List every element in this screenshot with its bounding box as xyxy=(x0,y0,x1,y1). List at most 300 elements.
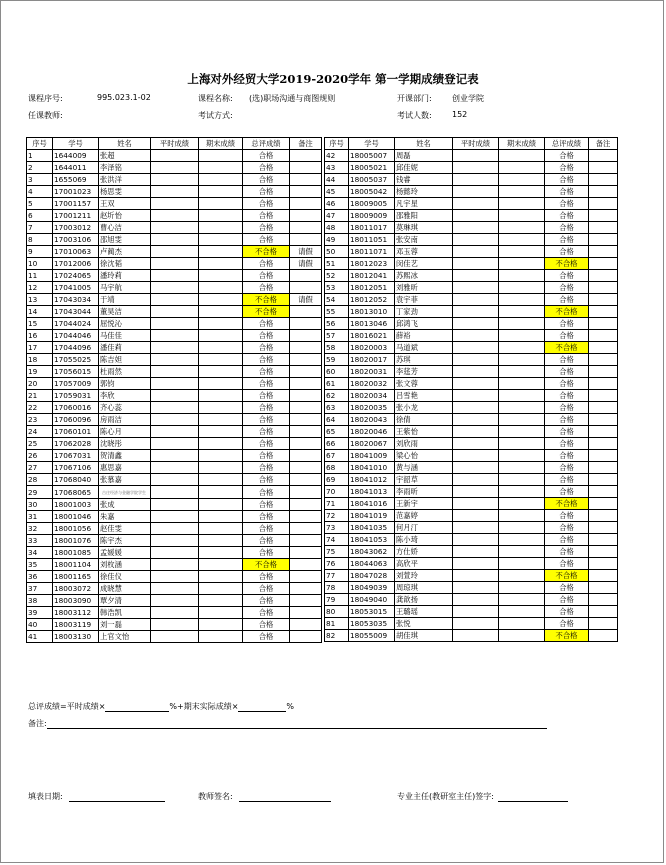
cell-final-score xyxy=(199,198,243,210)
cell-final-score xyxy=(199,318,243,330)
cell-name-text: 刘萱玲 xyxy=(396,571,418,580)
cell-student-id xyxy=(349,450,395,462)
cell-total-grade xyxy=(545,306,589,318)
cell-total-grade xyxy=(545,222,589,234)
cell-total-grade-text: 不合格 xyxy=(555,499,578,508)
cell-total-grade-text: 合格 xyxy=(258,199,274,208)
cell-seq-text: 61 xyxy=(326,379,336,388)
cell-seq-text: 81 xyxy=(326,619,336,628)
cell-seq-text: 58 xyxy=(326,343,336,352)
cell-name-text: 王新宇 xyxy=(396,499,418,508)
cell-final-score xyxy=(499,366,545,378)
cell-seq-text: 46 xyxy=(326,199,336,208)
cell-total-grade xyxy=(545,378,589,390)
cell-student-id xyxy=(53,438,99,450)
cell-total-grade-text: 合格 xyxy=(559,367,574,376)
cell-name xyxy=(99,150,151,162)
table-row xyxy=(27,438,322,450)
cell-name-text: 屈悦沁 xyxy=(100,319,122,328)
cell-final-score xyxy=(499,354,545,366)
cell-student-id-text: 18011017 xyxy=(350,223,388,232)
cell-name-text: 房雨洁 xyxy=(100,415,122,424)
cell-usual-score xyxy=(453,210,499,222)
cell-total-grade xyxy=(243,595,290,607)
table-row xyxy=(27,535,322,547)
cell-final-score xyxy=(499,570,545,582)
cell-final-score xyxy=(199,342,243,354)
cell-total-grade-text: 合格 xyxy=(258,163,274,172)
cell-final-score xyxy=(499,426,545,438)
cell-student-id-text: 18005037 xyxy=(350,175,388,184)
cell-seq-text: 17 xyxy=(28,343,38,352)
formula-line xyxy=(28,701,294,712)
cell-remark xyxy=(589,498,618,510)
cell-name xyxy=(395,150,453,162)
cell-seq xyxy=(325,462,349,474)
cell-remark xyxy=(290,559,322,571)
cell-final-score xyxy=(499,378,545,390)
cell-remark xyxy=(290,426,322,438)
cell-seq-text: 41 xyxy=(28,632,38,641)
cell-total-grade xyxy=(243,150,290,162)
teacher-sign-blank[interactable] xyxy=(239,792,331,802)
cell-student-id-text: 17057009 xyxy=(54,379,92,388)
cell-seq xyxy=(27,330,53,342)
cell-total-grade-text: 合格 xyxy=(258,463,274,472)
cell-seq-text: 54 xyxy=(326,295,336,304)
cell-name-text: 范嘉婷 xyxy=(396,511,418,520)
cell-total-grade xyxy=(545,234,589,246)
cell-student-id-text: 18053015 xyxy=(350,607,388,616)
cell-total-grade-text: 合格 xyxy=(258,451,274,460)
table-row xyxy=(325,198,618,210)
cell-student-id-text: 18020003 xyxy=(350,343,388,352)
cell-seq xyxy=(325,306,349,318)
cell-total-grade-text: 合格 xyxy=(258,487,274,497)
cell-total-grade-text: 合格 xyxy=(258,524,274,533)
cell-student-id xyxy=(349,282,395,294)
cell-seq xyxy=(325,486,349,498)
cell-name-text: 宇韶草 xyxy=(396,475,418,484)
cell-seq-text: 6 xyxy=(28,211,33,220)
header-name: 姓名 xyxy=(395,138,453,150)
cell-name xyxy=(99,258,151,270)
cell-seq-text: 70 xyxy=(326,487,336,496)
table-row xyxy=(325,378,618,390)
cell-seq-text: 31 xyxy=(28,512,38,521)
cell-total-grade-text: 合格 xyxy=(559,559,574,568)
cell-seq xyxy=(325,150,349,162)
cell-final-score xyxy=(499,462,545,474)
cell-total-grade xyxy=(243,222,290,234)
cell-student-id-text: 17012006 xyxy=(54,259,92,268)
cell-seq-text: 5 xyxy=(28,199,33,208)
cell-student-id-text: 17024065 xyxy=(54,271,92,280)
cell-student-id xyxy=(53,595,99,607)
cell-remark xyxy=(589,210,618,222)
cell-seq-text: 1 xyxy=(28,151,33,160)
cell-remark xyxy=(589,258,618,270)
cell-name xyxy=(395,462,453,474)
cell-student-id xyxy=(53,330,99,342)
cell-usual-score xyxy=(453,330,499,342)
cell-total-grade-text: 合格 xyxy=(258,223,274,232)
cell-final-score xyxy=(199,499,243,511)
cell-name xyxy=(395,414,453,426)
cell-remark xyxy=(290,619,322,631)
cell-seq-text: 29 xyxy=(28,487,38,497)
cell-remark xyxy=(589,450,618,462)
cell-final-score xyxy=(499,282,545,294)
cell-remark xyxy=(290,366,322,378)
cell-total-grade-text: 合格 xyxy=(258,475,274,484)
cell-remark xyxy=(290,402,322,414)
cell-total-grade-text: 不合格 xyxy=(255,295,277,304)
cell-seq-text: 64 xyxy=(326,415,336,424)
cell-student-id-text: 18020031 xyxy=(350,367,388,376)
cell-student-id xyxy=(53,174,99,186)
cell-name xyxy=(99,198,151,210)
cell-final-score xyxy=(499,414,545,426)
cell-seq xyxy=(27,474,53,486)
cell-seq-text: 11 xyxy=(28,271,38,280)
cell-seq-text: 47 xyxy=(326,211,336,220)
cell-total-grade-text: 合格 xyxy=(258,548,274,557)
cell-usual-score xyxy=(453,162,499,174)
table-row xyxy=(325,234,618,246)
cell-student-id-text: 18005007 xyxy=(350,151,388,160)
cell-name-text: 陈吉妲 xyxy=(100,355,122,364)
cell-seq xyxy=(27,198,53,210)
cell-total-grade xyxy=(545,606,589,618)
director-sign-label: 专业主任(教研室主任)签字: xyxy=(397,792,494,801)
cell-seq xyxy=(325,414,349,426)
cell-student-id-text: 17044024 xyxy=(54,319,92,328)
cell-seq-text: 69 xyxy=(326,475,336,484)
cell-remark xyxy=(589,570,618,582)
cell-seq-text: 56 xyxy=(326,319,336,328)
cell-seq xyxy=(27,342,53,354)
cell-seq xyxy=(27,378,53,390)
cell-total-grade xyxy=(243,523,290,535)
cell-seq-text: 79 xyxy=(326,595,336,604)
cell-total-grade xyxy=(243,535,290,547)
cell-seq xyxy=(27,150,53,162)
cell-name-text: 刘雅昕 xyxy=(396,283,418,292)
remark-blank[interactable] xyxy=(47,719,547,729)
cell-remark xyxy=(290,486,322,499)
cell-student-id-text: 17059031 xyxy=(54,391,92,400)
cell-student-id xyxy=(349,570,395,582)
cell-name xyxy=(99,246,151,258)
cell-seq-text: 60 xyxy=(326,367,336,376)
cell-student-id xyxy=(53,270,99,282)
cell-total-grade-text: 合格 xyxy=(258,331,274,340)
cell-name xyxy=(395,210,453,222)
cell-total-grade-text: 合格 xyxy=(559,523,574,532)
fill-date-blank[interactable] xyxy=(69,792,165,802)
cell-usual-score xyxy=(453,546,499,558)
cell-student-id-text: 1644011 xyxy=(54,163,87,172)
usual-percent-blank[interactable] xyxy=(105,702,169,712)
table-row xyxy=(325,606,618,618)
cell-name-text: 王璐瑶 xyxy=(396,607,418,616)
cell-student-id-text: 18047028 xyxy=(350,571,388,580)
cell-student-id xyxy=(349,234,395,246)
cell-name xyxy=(99,523,151,535)
cell-total-grade xyxy=(243,414,290,426)
cell-total-grade-text: 合格 xyxy=(559,463,574,472)
cell-total-grade xyxy=(545,474,589,486)
cell-seq-text: 42 xyxy=(326,151,336,160)
cell-seq xyxy=(325,330,349,342)
cell-name-text: 邓玉蓉 xyxy=(396,247,418,256)
cell-usual-score xyxy=(151,583,199,595)
cell-total-grade-text: 合格 xyxy=(559,175,574,184)
cell-name xyxy=(99,402,151,414)
cell-remark xyxy=(589,222,618,234)
table-row xyxy=(325,318,618,330)
cell-total-grade xyxy=(243,210,290,222)
cell-seq-text: 14 xyxy=(28,307,38,316)
cell-total-grade xyxy=(545,294,589,306)
cell-name xyxy=(395,270,453,282)
header-total-grade: 总评成绩 xyxy=(545,138,589,150)
cell-seq xyxy=(325,234,349,246)
cell-student-id xyxy=(53,450,99,462)
cell-name xyxy=(395,246,453,258)
cell-total-grade xyxy=(545,402,589,414)
cell-seq-text: 39 xyxy=(28,608,38,617)
cell-student-id-text: 17068040 xyxy=(54,475,92,484)
cell-name-text: 张文蓉 xyxy=(396,379,418,388)
cell-remark xyxy=(589,546,618,558)
cell-name-text: 闵佳艺 xyxy=(396,259,418,268)
cell-final-score xyxy=(199,210,243,222)
cell-total-grade xyxy=(243,450,290,462)
table-row xyxy=(27,306,322,318)
cell-student-id-text: 18041013 xyxy=(350,487,388,496)
table-row xyxy=(325,210,618,222)
cell-final-score xyxy=(499,306,545,318)
cell-name xyxy=(395,174,453,186)
cell-student-id-text: 17001023 xyxy=(54,187,92,196)
cell-total-grade-text: 合格 xyxy=(559,379,574,388)
cell-usual-score xyxy=(453,534,499,546)
cell-seq-text: 20 xyxy=(28,379,38,388)
cell-student-id-text: 18001085 xyxy=(54,548,92,557)
cell-usual-score xyxy=(151,450,199,462)
cell-remark xyxy=(290,438,322,450)
cell-name xyxy=(395,378,453,390)
cell-student-id-text: 18041035 xyxy=(350,523,388,532)
cell-seq-text: 43 xyxy=(326,163,336,172)
cell-remark xyxy=(589,330,618,342)
cell-name xyxy=(395,558,453,570)
cell-usual-score xyxy=(453,342,499,354)
cell-total-grade xyxy=(545,342,589,354)
cell-seq xyxy=(325,210,349,222)
cell-usual-score xyxy=(453,390,499,402)
cell-seq xyxy=(325,282,349,294)
cell-remark xyxy=(290,162,322,174)
cell-name xyxy=(99,282,151,294)
cell-remark xyxy=(589,282,618,294)
cell-usual-score xyxy=(453,426,499,438)
cell-student-id xyxy=(53,366,99,378)
cell-total-grade xyxy=(545,618,589,630)
table-row xyxy=(27,198,322,210)
cell-usual-score xyxy=(453,414,499,426)
cell-remark xyxy=(589,402,618,414)
cell-seq-text: 36 xyxy=(28,572,38,581)
cell-final-score xyxy=(499,522,545,534)
cell-student-id-text: 18041016 xyxy=(350,499,388,508)
cell-remark xyxy=(589,630,618,642)
cell-seq-text: 19 xyxy=(28,367,38,376)
cell-total-grade-text: 合格 xyxy=(258,175,274,184)
cell-final-score xyxy=(499,174,545,186)
cell-name-text: 成晓慧 xyxy=(100,584,122,593)
cell-student-id xyxy=(53,294,99,306)
cell-seq-text: 57 xyxy=(326,331,336,340)
cell-usual-score xyxy=(151,474,199,486)
grade-table-left xyxy=(26,137,322,643)
cell-student-id-text: 18009009 xyxy=(350,211,388,220)
cell-remark-text: 请假 xyxy=(298,247,313,256)
cell-student-id xyxy=(349,510,395,522)
cell-seq-text: 48 xyxy=(326,223,336,232)
cell-final-score xyxy=(499,534,545,546)
cell-name xyxy=(395,546,453,558)
final-percent-blank[interactable] xyxy=(238,702,286,712)
cell-final-score xyxy=(199,559,243,571)
cell-total-grade xyxy=(243,198,290,210)
cell-total-grade-text: 不合格 xyxy=(255,307,277,316)
cell-total-grade xyxy=(243,366,290,378)
cell-remark xyxy=(589,486,618,498)
cell-usual-score xyxy=(151,426,199,438)
cell-seq xyxy=(27,619,53,631)
cell-usual-score xyxy=(453,150,499,162)
cell-total-grade xyxy=(545,198,589,210)
cell-remark xyxy=(589,606,618,618)
cell-remark xyxy=(290,342,322,354)
cell-student-id xyxy=(349,186,395,198)
table-row xyxy=(325,582,618,594)
cell-name xyxy=(99,571,151,583)
cell-remark xyxy=(290,390,322,402)
cell-seq xyxy=(27,631,53,643)
cell-usual-score xyxy=(151,438,199,450)
cell-total-grade xyxy=(243,378,290,390)
cell-remark xyxy=(589,378,618,390)
cell-total-grade-text: 不合格 xyxy=(255,247,277,256)
header-student-id: 学号 xyxy=(53,138,99,150)
dept-label: 开课部门: xyxy=(397,94,432,103)
cell-name-text: 李欣 xyxy=(100,391,115,400)
cell-final-score xyxy=(199,547,243,559)
cell-total-grade-text: 合格 xyxy=(258,355,274,364)
cell-seq-text: 65 xyxy=(326,427,336,436)
cell-remark xyxy=(290,547,322,559)
cell-student-id-text: 18001046 xyxy=(54,512,92,521)
table-header-row xyxy=(325,138,618,150)
cell-student-id xyxy=(349,198,395,210)
cell-total-grade xyxy=(243,270,290,282)
cell-student-id xyxy=(53,282,99,294)
cell-seq-text: 7 xyxy=(28,223,33,232)
cell-student-id xyxy=(53,186,99,198)
cell-student-id-text: 17043034 xyxy=(54,295,92,304)
cell-student-id-text: 17055025 xyxy=(54,355,92,364)
cell-usual-score xyxy=(453,354,499,366)
director-sign-blank[interactable] xyxy=(498,792,568,802)
cell-name xyxy=(99,174,151,186)
cell-remark xyxy=(290,414,322,426)
cell-student-id xyxy=(53,571,99,583)
cell-total-grade-text: 合格 xyxy=(559,355,574,364)
table-row xyxy=(27,571,322,583)
cell-usual-score xyxy=(151,595,199,607)
cell-remark xyxy=(589,474,618,486)
cell-final-score xyxy=(499,234,545,246)
cell-student-id-text: 18041019 xyxy=(350,511,388,520)
cell-student-id xyxy=(349,150,395,162)
cell-name xyxy=(395,306,453,318)
cell-seq xyxy=(325,162,349,174)
cell-final-score xyxy=(499,450,545,462)
table-row xyxy=(325,294,618,306)
cell-seq xyxy=(27,414,53,426)
cell-student-id xyxy=(349,414,395,426)
cell-student-id xyxy=(349,294,395,306)
cell-student-id xyxy=(53,402,99,414)
cell-seq-text: 34 xyxy=(28,548,38,557)
cell-seq xyxy=(325,318,349,330)
cell-student-id-text: 18041053 xyxy=(350,535,388,544)
cell-student-id xyxy=(349,378,395,390)
cell-student-id-text: 18001056 xyxy=(54,524,92,533)
cell-usual-score xyxy=(151,222,199,234)
cell-student-id-text: 18049039 xyxy=(350,583,388,592)
cell-student-id xyxy=(349,174,395,186)
dept: 创业学院 xyxy=(452,94,484,103)
cell-total-grade-text: 合格 xyxy=(258,608,274,617)
cell-total-grade xyxy=(545,462,589,474)
cell-student-id-text: 18005042 xyxy=(350,187,388,196)
cell-final-score xyxy=(199,246,243,258)
cell-remark xyxy=(589,174,618,186)
table-row xyxy=(27,318,322,330)
cell-total-grade-text: 合格 xyxy=(559,271,574,280)
cell-student-id-text: 17003106 xyxy=(54,235,92,244)
cell-total-grade-text: 不合格 xyxy=(555,307,578,316)
cell-student-id-text: 18003072 xyxy=(54,584,92,593)
table-row xyxy=(325,366,618,378)
cell-total-grade xyxy=(243,631,290,643)
cell-student-id-text: 18020035 xyxy=(350,403,388,412)
cell-seq xyxy=(27,486,53,499)
cell-total-grade-text: 不合格 xyxy=(255,560,277,569)
cell-name xyxy=(395,258,453,270)
cell-student-id xyxy=(53,246,99,258)
cell-total-grade-text: 合格 xyxy=(258,151,274,160)
cell-total-grade-text: 合格 xyxy=(559,511,574,520)
table-row xyxy=(27,330,322,342)
table-row xyxy=(325,546,618,558)
cell-seq xyxy=(27,450,53,462)
